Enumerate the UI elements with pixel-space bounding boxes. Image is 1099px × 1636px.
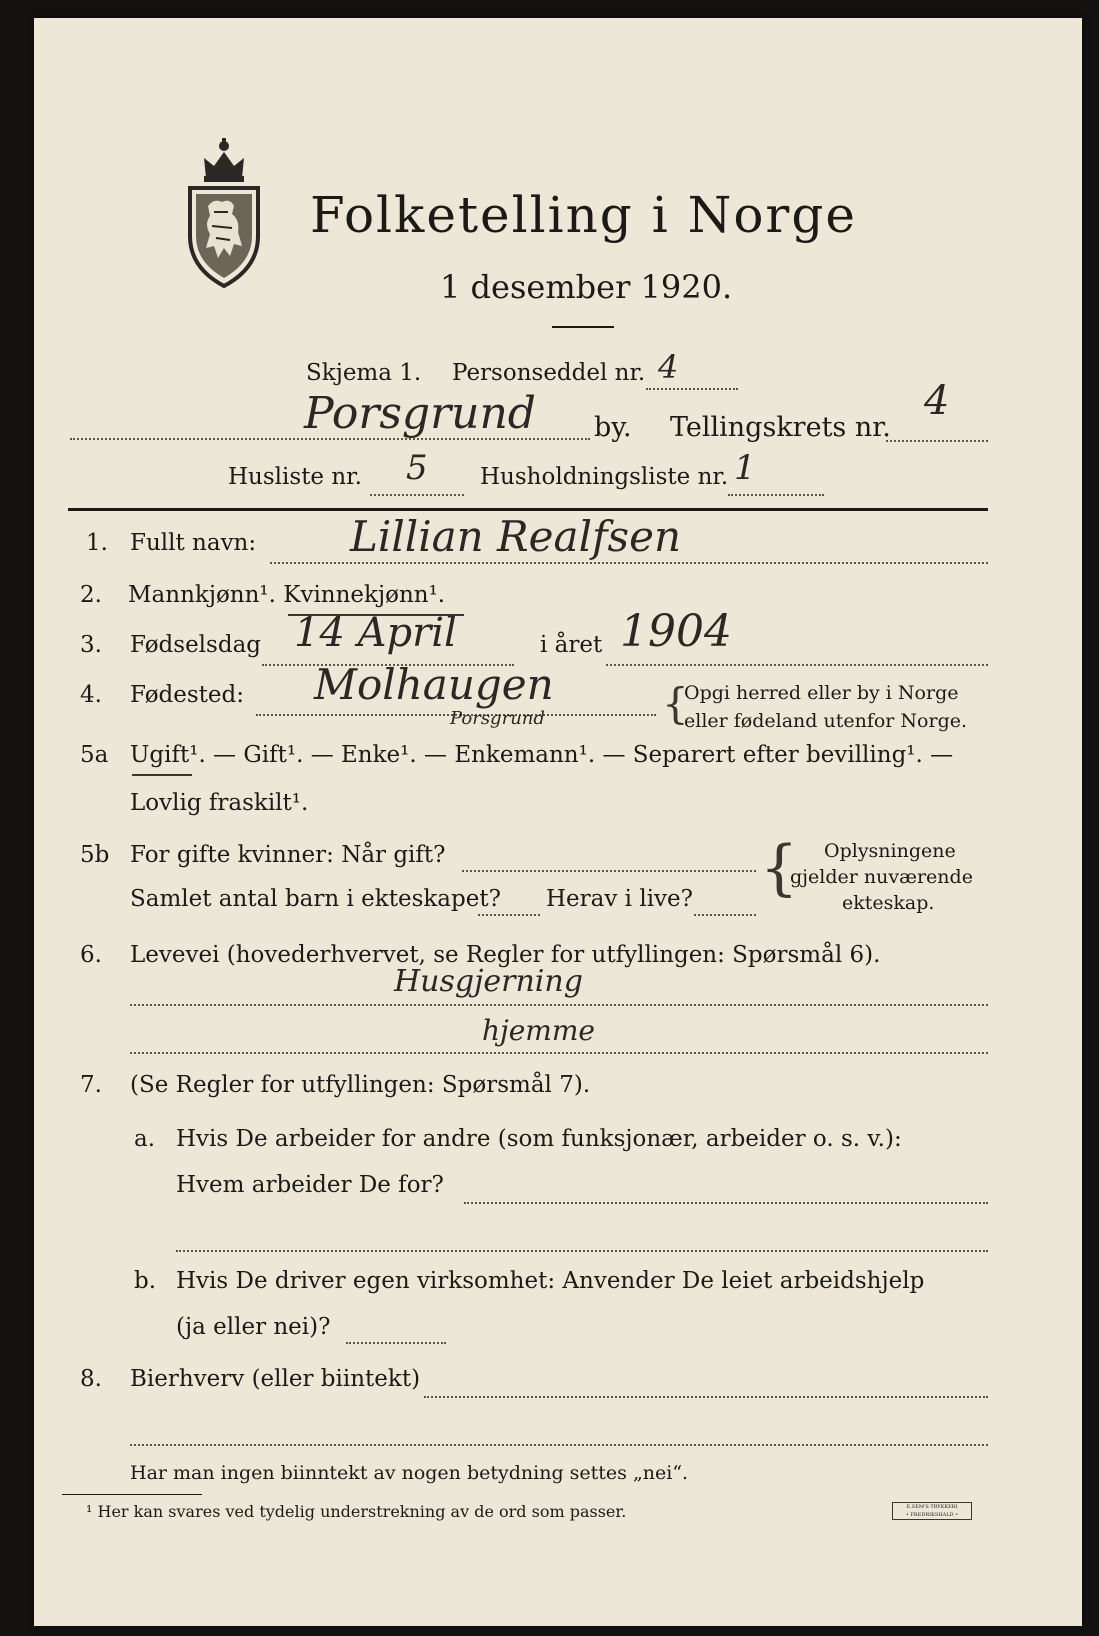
q6-value-line2[interactable]: hjemme [482,1014,595,1047]
q5b-alive-line [694,914,756,916]
q2-label[interactable]: Mannkjønn¹. Kvinnekjønn¹. [128,582,446,608]
footnote-rule [62,1494,202,1495]
husliste-value[interactable]: 5 [406,448,428,488]
husholdningsliste-label: Husholdningsliste nr. [480,464,729,490]
q7a-letter: a. [134,1126,156,1152]
q6-line-2 [130,1052,988,1054]
husholdningsliste-value[interactable]: 1 [734,448,756,488]
q3-number: 3. [80,632,102,658]
q5b-note-line2: gjelder nuværende [790,866,973,888]
q1-line [270,562,988,564]
q5b-label: For gifte kvinner: Når gift? [130,842,446,868]
footnote: ¹ Her kan svares ved tydelig understrekning av de ord som passer. [86,1502,627,1521]
personseddel-line [646,388,738,390]
q7a-line-1 [464,1202,988,1204]
q8-line-1 [424,1396,988,1398]
q5b-children-line [478,914,540,916]
q4-sub-value[interactable]: Porsgrund [450,708,545,729]
q5b-married-line [462,870,756,872]
q7b-letter: b. [134,1268,157,1294]
husholdningsliste-line [728,494,824,496]
q5a-label-2[interactable]: Lovlig fraskilt¹. [130,790,309,816]
q5a-label[interactable]: Ugift¹. — Gift¹. — Enke¹. — Enkemann¹. — Separert efter bevilling¹. — [130,742,954,768]
q5a-number: 5a [80,742,109,768]
q7-number: 7. [80,1072,102,1098]
q3-year-label: i året [540,632,603,658]
q6-number: 6. [80,942,102,968]
q2-number: 2. [80,582,102,608]
q7b-line [346,1342,446,1344]
q1-value[interactable]: Lillian Realfsen [350,512,682,561]
q4-number: 4. [80,682,102,708]
personseddel-value[interactable]: 4 [658,348,679,386]
q1-label: Fullt navn: [130,530,257,556]
q4-brace: { [662,679,689,728]
q3-label: Fødselsdag [130,632,262,658]
q5b-label-2: Samlet antal barn i ekteskapet? [130,886,501,912]
q4-note-line2: eller fødeland utenfor Norge. [684,710,968,732]
q5b-label-3: Herav i live? [546,886,693,912]
q4-label: Fødested: [130,682,245,708]
header-separator [68,508,988,511]
q8-line-2 [130,1444,988,1446]
by-label: by. [594,412,632,443]
tellingskrets-line [886,440,988,442]
q4-note-line1: Opgi herred eller by i Norge [684,682,959,704]
q7b-label-2: (ja eller nei)? [176,1314,331,1340]
husliste-line [370,494,464,496]
q3-year-value[interactable]: 1904 [620,606,732,657]
q5b-note-line3: ekteskap. [842,892,935,914]
husliste-label: Husliste nr. [228,464,362,490]
tellingskrets-label: Tellingskrets nr. [670,412,891,443]
q5b-note-line1: Oplysningene [824,840,956,862]
q5b-number: 5b [80,842,110,868]
q4-value[interactable]: Molhaugen [314,660,554,709]
printer-mark-line1: E.SEM'S TRYKKERI [906,1504,958,1510]
q5b-brace: { [760,833,799,903]
town-value[interactable]: Porsgrund [304,388,536,439]
q8-number: 8. [80,1366,102,1392]
q6-value-line1[interactable]: Husgjerning [394,964,583,999]
skjema-label: Skjema 1. [306,360,422,386]
q3-year-line [606,664,988,666]
printer-mark-line2: • FREDRIKSHALD • [905,1512,959,1518]
title-divider [552,326,614,328]
tellingskrets-value[interactable]: 4 [924,378,950,424]
q7b-label: Hvis De driver egen virksomhet: Anvender De leiet arbeidshjelp [176,1268,925,1294]
q7-label: (Se Regler for utfyllingen: Spørsmål 7). [130,1072,591,1098]
q5a-underline-mark [132,774,192,776]
printer-mark [892,1502,972,1520]
q6-label: Levevei (hovederhvervet, se Regler for utfyllingen: Spørsmål 6). [130,942,881,968]
form-date: 1 desember 1920. [440,268,733,306]
q7a-label: Hvis De arbeider for andre (som funksjonær, arbeider o. s. v.): [176,1126,902,1152]
coat-of-arms-icon [184,136,264,291]
q7a-line-2 [176,1250,988,1252]
q6-line-1 [130,1004,988,1006]
q8-note: Har man ingen biinntekt av nogen betydning settes „nei“. [130,1462,689,1484]
q8-label: Bierhverv (eller biintekt) [130,1366,421,1392]
q7a-label-2: Hvem arbeider De for? [176,1172,444,1198]
q1-number: 1. [86,530,108,556]
personseddel-label: Personseddel nr. [452,360,646,386]
q3-day-value[interactable]: 14 April [294,610,457,656]
form-title: Folketelling i Norge [310,186,857,244]
census-form [34,18,1082,1626]
